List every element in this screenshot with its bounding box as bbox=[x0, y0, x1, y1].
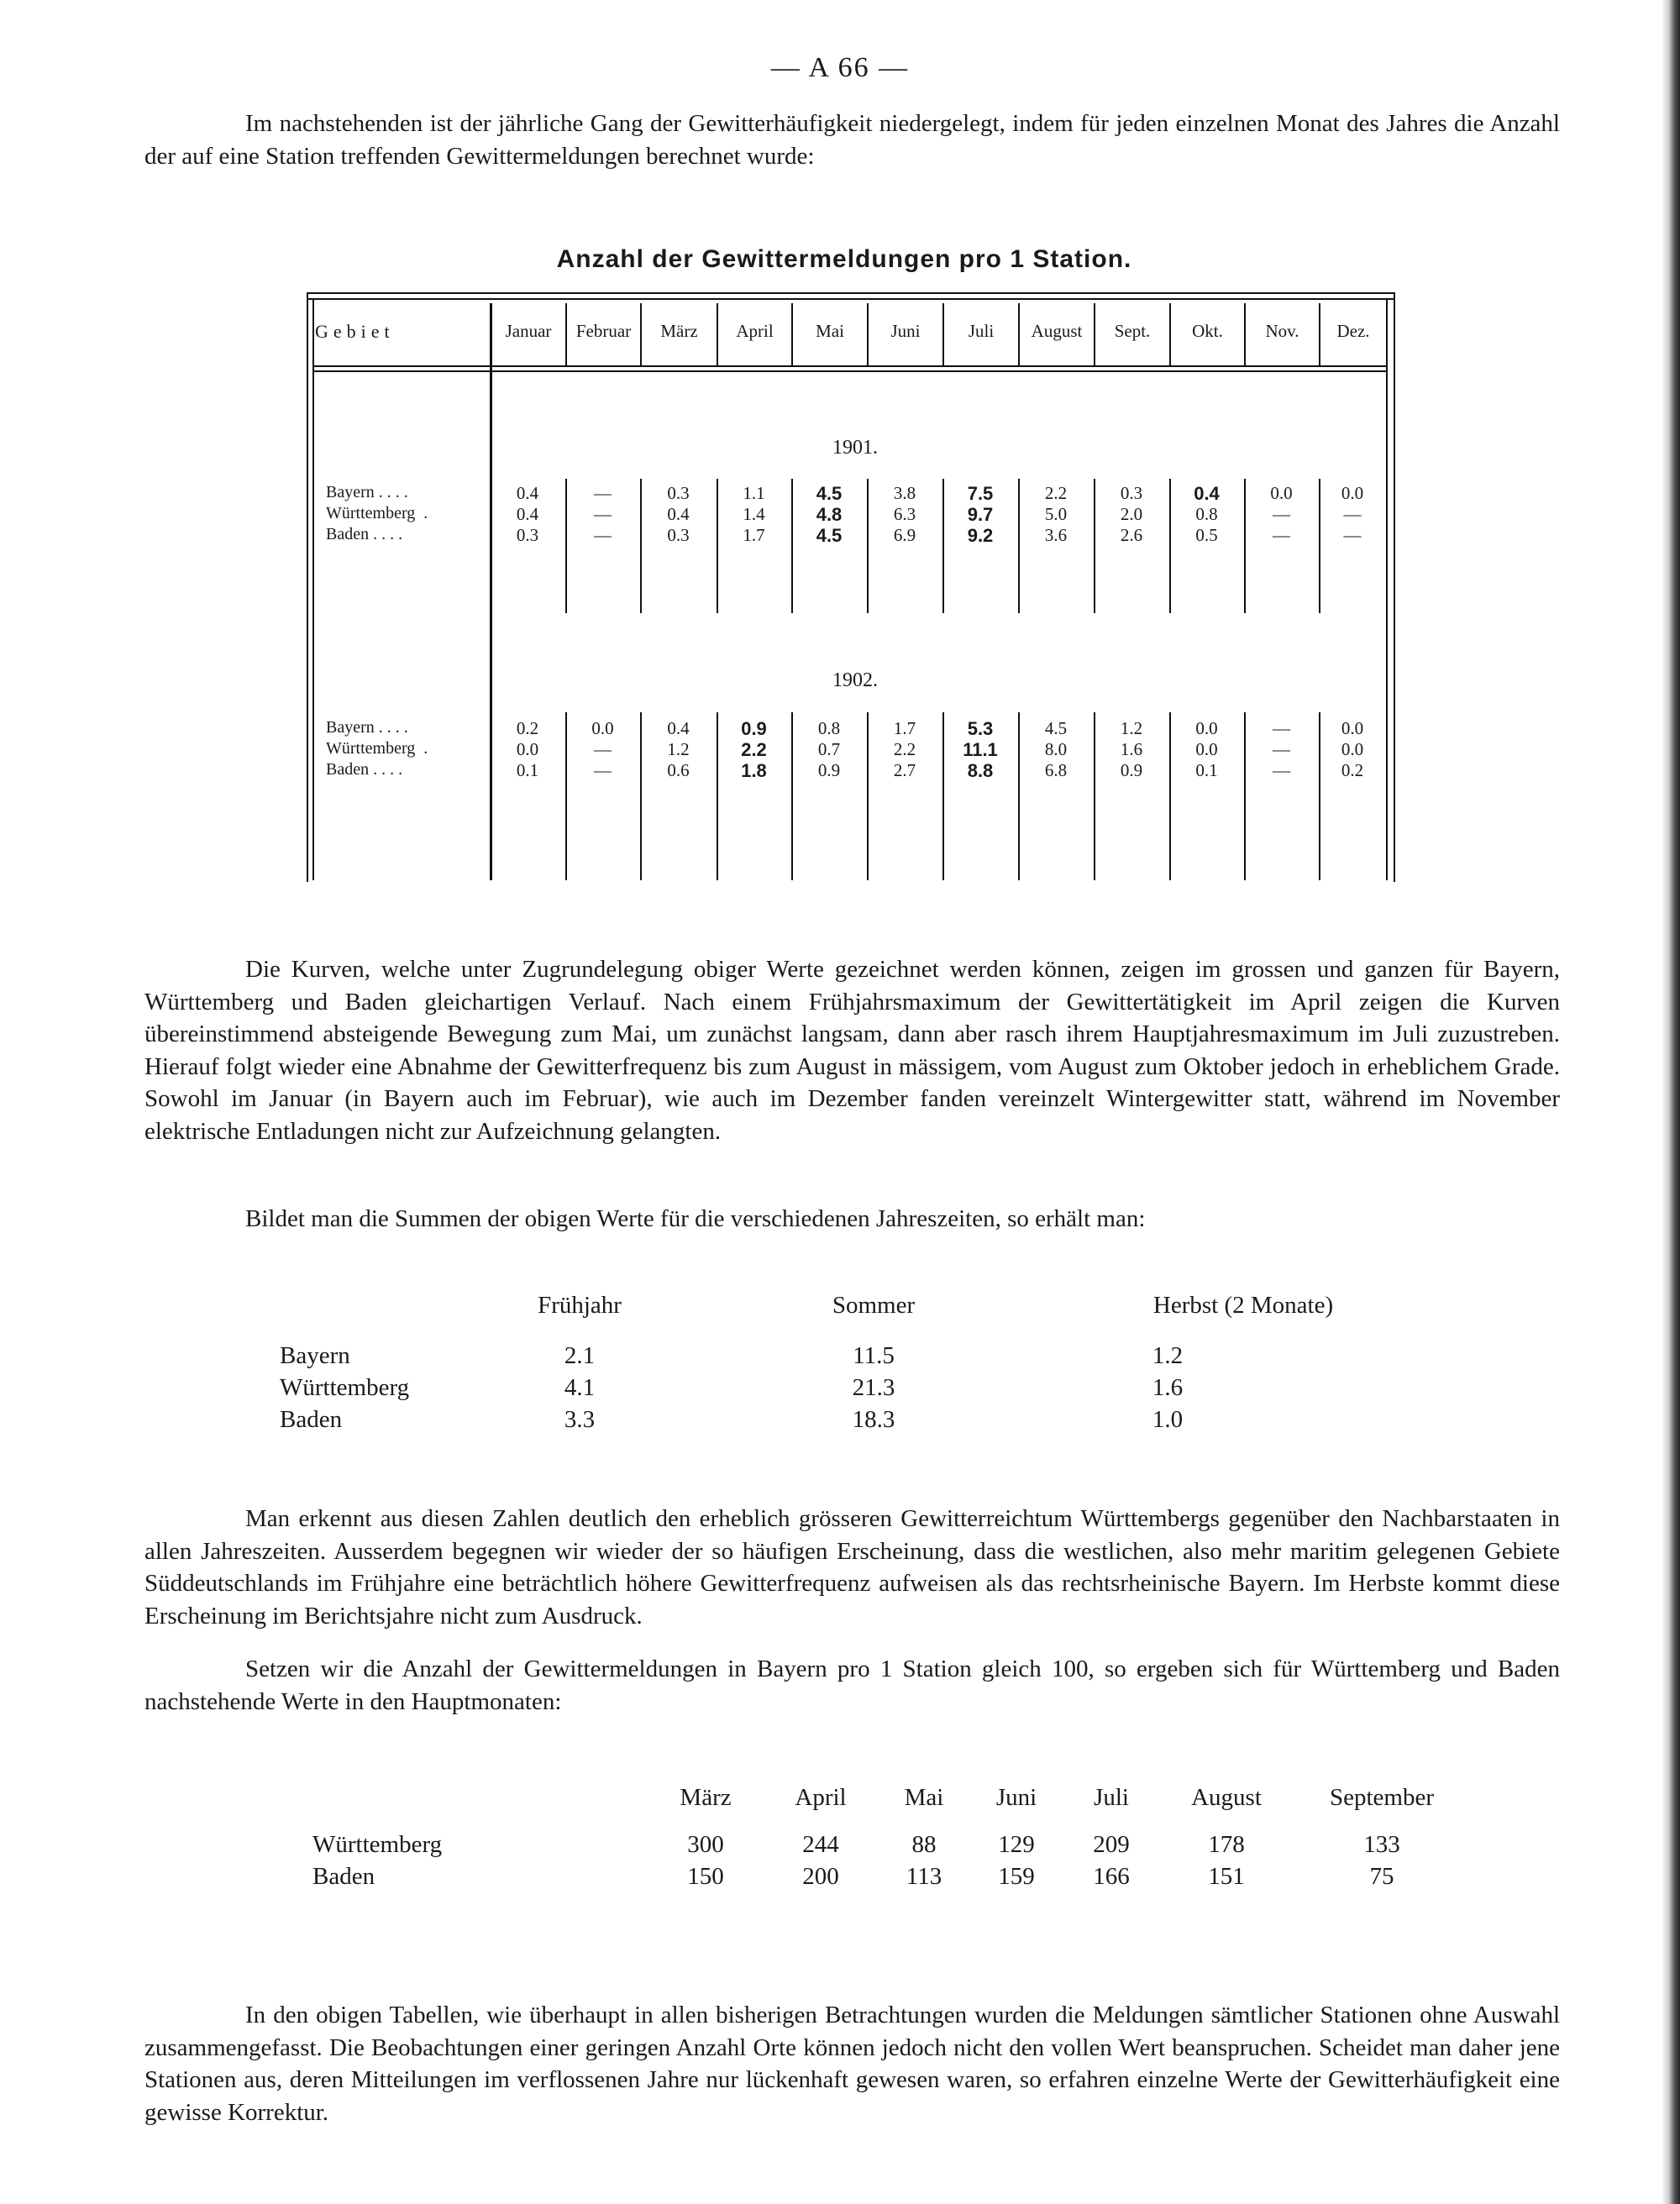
table-cell: — bbox=[1343, 504, 1362, 524]
index-month-header: Juli bbox=[1094, 1784, 1129, 1811]
header-fruehjahr: Frühjahr bbox=[538, 1292, 622, 1319]
table-cell: 0.4 bbox=[516, 483, 539, 503]
table-cell: 6.3 bbox=[893, 504, 916, 524]
index-value: 244 bbox=[802, 1831, 839, 1858]
season-value: 1.2 bbox=[1152, 1342, 1184, 1369]
index-value: 178 bbox=[1208, 1831, 1245, 1858]
index-month-header: August bbox=[1191, 1784, 1262, 1811]
table-cell: 4.8 bbox=[816, 504, 843, 525]
table-cell: 2.2 bbox=[741, 739, 767, 760]
table-cell: 2.0 bbox=[1120, 504, 1143, 524]
month-header: Februar bbox=[575, 321, 632, 341]
table-cell: 0.7 bbox=[817, 739, 841, 759]
table-cell: 1.2 bbox=[1120, 718, 1143, 738]
table-cell: 9.2 bbox=[967, 525, 994, 546]
table-cell: — bbox=[1273, 718, 1290, 738]
table-cell: 4.5 bbox=[1044, 718, 1068, 738]
season-value: 4.1 bbox=[564, 1374, 596, 1401]
table-cell: 0.9 bbox=[1120, 760, 1143, 780]
index-month-header: September bbox=[1329, 1784, 1434, 1811]
table-cell: 5.0 bbox=[1044, 504, 1068, 524]
season-row-label: Baden bbox=[280, 1406, 343, 1433]
table-title: Anzahl der Gewittermeldungen pro 1 Station. bbox=[556, 245, 1132, 273]
table-cell: 2.7 bbox=[893, 760, 916, 780]
season-value: 21.3 bbox=[852, 1374, 895, 1401]
table-cell: 0.2 bbox=[516, 718, 539, 738]
month-header: Januar bbox=[505, 321, 552, 341]
index-value: 159 bbox=[998, 1863, 1035, 1890]
year-label: 1901. bbox=[832, 437, 878, 459]
table-cell: 1.7 bbox=[743, 525, 765, 545]
table-cell: — bbox=[1273, 525, 1290, 545]
table-cell: 0.9 bbox=[741, 718, 767, 739]
seasons-intro-paragraph: Bildet man die Summen der obigen Werte für die verschiedenen Jahreszeiten, so erhält man: bbox=[245, 1205, 1146, 1232]
table-cell: — bbox=[1273, 760, 1290, 780]
month-header: Mai bbox=[816, 321, 844, 341]
table-cell: 2.2 bbox=[1044, 483, 1068, 503]
region-row-label: Baden . . . . bbox=[326, 525, 403, 543]
month-header: Okt. bbox=[1192, 321, 1223, 341]
table-cell: 0.0 bbox=[1341, 739, 1364, 759]
region-row-label: Württemberg . bbox=[326, 739, 428, 758]
table-cell: 1.2 bbox=[667, 739, 690, 759]
table-cell: — bbox=[1273, 504, 1290, 524]
year-label: 1902. bbox=[832, 669, 878, 691]
index-intro-paragraph: Setzen wir die Anzahl der Gewittermeldungen in Bayern pro 1 Station gleich 100, so ergeben sich für Württemberg und Baden nachstehende Werte in den Hauptmonaten: bbox=[144, 1656, 1560, 1715]
season-value: 3.3 bbox=[564, 1406, 596, 1433]
table-cell: 2.6 bbox=[1120, 525, 1143, 545]
index-value: 200 bbox=[802, 1863, 839, 1890]
month-header: März bbox=[660, 321, 698, 341]
table-cell: 0.0 bbox=[1341, 483, 1364, 503]
season-value: 11.5 bbox=[853, 1342, 895, 1369]
table-cell: — bbox=[1343, 525, 1362, 545]
table-cell: — bbox=[594, 739, 612, 759]
region-row-label: Bayern . . . . bbox=[326, 483, 408, 501]
index-value: 166 bbox=[1093, 1863, 1130, 1890]
table-cell: 4.5 bbox=[816, 483, 843, 504]
table-cell: 0.0 bbox=[516, 739, 539, 759]
index-value: 133 bbox=[1363, 1831, 1400, 1858]
month-header: August bbox=[1031, 321, 1083, 341]
index-value: 209 bbox=[1093, 1831, 1130, 1858]
table-cell: 9.7 bbox=[967, 504, 994, 525]
intro-paragraph: Im nachstehenden ist der jährliche Gang der Gewitterhäufigkeit niedergelegt, indem für jeden einzelnen Monat des Jahres die Anzahl der auf eine Station treffenden Gewittermeldungen berechnet wurde: bbox=[144, 110, 1560, 170]
season-value: 1.0 bbox=[1152, 1406, 1184, 1433]
table-cell: 1.8 bbox=[741, 760, 767, 781]
table-cell: 1.4 bbox=[743, 504, 765, 524]
index-month-header: März bbox=[680, 1784, 732, 1811]
region-row-label: Bayern . . . . bbox=[326, 718, 408, 737]
region-column-header: Gebiet bbox=[315, 321, 395, 342]
table-cell: — bbox=[594, 504, 612, 524]
table-cell: 0.6 bbox=[667, 760, 690, 780]
curves-paragraph: Die Kurven, welche unter Zugrundelegung obiger Werte gezeichnet werden können, zeigen im grossen und ganzen für Bayern, Württemberg und Baden gleichartigen Verlauf. Nach einem Frühjahrsmaximum der Gewittertätigkeit im April zeigen die Kurven übereinstimmend absteigende Bewegung zum Mai, um zunächst langsam, dann aber rasch ihrem Hauptjahresmaximum im Juli zuzustreben. Hierauf folgt wieder eine Abnahme der Gewitterfrequenz bis zum August in mässigem, vom August zum Oktober jedoch in erheblichem Grade. Sowohl im Januar (in Bayern auch im Februar), wie auch im Dezember fanden vereinzelt Wintergewitter statt, während im November elektrische Entladungen nicht zur Aufzeichnung gelangten. bbox=[144, 956, 1560, 1145]
closing-paragraph: In den obigen Tabellen, wie überhaupt in allen bisherigen Betrachtungen wurden die Meldungen sämtlicher Stationen ohne Auswahl zusammengefasst. Die Beobachtungen einer geringen Anzahl Orte können jedoch nicht den vollen Wert beanspruchen. Scheidet man daher jene Stationen aus, deren Mitteilungen im verflossenen Jahre nur lückenhaft gewesen waren, so erfahren einzelne Werte der Gewitterhäufigkeit eine gewisse Korrektur. bbox=[144, 2002, 1560, 2126]
table-cell: 0.0 bbox=[1195, 718, 1218, 738]
table-cell: 8.0 bbox=[1044, 739, 1068, 759]
table-cell: 0.8 bbox=[1195, 504, 1218, 524]
table-cell: 7.5 bbox=[967, 483, 994, 504]
table-cell: 0.9 bbox=[817, 760, 841, 780]
table-cell: 0.0 bbox=[1195, 739, 1218, 759]
season-row-label: Württemberg bbox=[280, 1374, 410, 1401]
month-header: Sept. bbox=[1114, 321, 1151, 341]
table-cell: 3.8 bbox=[893, 483, 916, 503]
comparison-paragraph: Man erkennt aus diesen Zahlen deutlich den erheblich grösseren Gewitterreichtum Württembergs gegenüber den Nachbarstaaten in allen Jahreszeiten. Ausserdem begegnen wir wieder der so häufigen Erscheinung, dass die westlichen, also mehr maritim gelegenen Gebiete Süddeutschlands im Frühjahre eine beträchtlich höhere Gewitterfrequenz aufweisen als das rechtsrheinische Bayern. Im Herbste kommt diese Erscheinung im Berichtsjahre nicht zum Ausdruck. bbox=[144, 1505, 1560, 1629]
table-cell: — bbox=[594, 525, 612, 545]
table-cell: 1.1 bbox=[743, 483, 765, 503]
month-header: Juli bbox=[968, 321, 995, 341]
index-value: 300 bbox=[687, 1831, 724, 1858]
table-cell: 0.4 bbox=[667, 504, 690, 524]
season-value: 18.3 bbox=[852, 1406, 895, 1433]
table-cell: — bbox=[594, 483, 612, 503]
table-cell: 5.3 bbox=[967, 718, 994, 739]
table-cell: — bbox=[594, 760, 612, 780]
table-cell: 4.5 bbox=[816, 525, 843, 546]
index-value: 113 bbox=[906, 1863, 942, 1890]
season-row-label: Bayern bbox=[280, 1342, 350, 1369]
index-row-label: Württemberg bbox=[312, 1831, 443, 1858]
region-row-label: Baden . . . . bbox=[326, 760, 403, 779]
index-value: 129 bbox=[998, 1831, 1035, 1858]
table-cell: 1.6 bbox=[1120, 739, 1143, 759]
month-header: April bbox=[736, 321, 774, 341]
table-cell: 2.2 bbox=[893, 739, 916, 759]
table-cell: 0.0 bbox=[1341, 718, 1364, 738]
table-cell: 0.3 bbox=[667, 483, 690, 503]
month-header: Dez. bbox=[1336, 321, 1370, 341]
table-cell: 0.3 bbox=[516, 525, 539, 545]
page-number: — A 66 — bbox=[770, 52, 910, 83]
month-header: Nov. bbox=[1265, 321, 1299, 341]
season-value: 2.1 bbox=[564, 1342, 596, 1369]
table-cell: 6.9 bbox=[893, 525, 916, 545]
table-cell: 0.5 bbox=[1195, 525, 1218, 545]
index-value: 75 bbox=[1369, 1863, 1394, 1890]
index-month-header: April bbox=[795, 1784, 847, 1811]
region-row-label: Württemberg . bbox=[326, 504, 428, 522]
table-cell: 1.7 bbox=[893, 718, 916, 738]
index-month-header: Mai bbox=[904, 1784, 944, 1811]
table-cell: 0.3 bbox=[1120, 483, 1143, 503]
table-cell: 0.2 bbox=[1341, 760, 1364, 780]
table-cell: 0.8 bbox=[817, 718, 841, 738]
table-cell: 0.3 bbox=[667, 525, 690, 545]
index-value: 151 bbox=[1208, 1863, 1245, 1890]
scan-edge bbox=[1662, 0, 1680, 2204]
index-value: 88 bbox=[911, 1831, 937, 1858]
table-cell: 0.4 bbox=[1194, 483, 1220, 504]
table-cell: 11.1 bbox=[963, 739, 998, 760]
table-cell: 0.4 bbox=[516, 504, 539, 524]
table-cell: — bbox=[1273, 739, 1290, 759]
season-value: 1.6 bbox=[1152, 1374, 1184, 1401]
table-cell: 0.0 bbox=[1270, 483, 1293, 503]
month-header: Juni bbox=[890, 321, 921, 341]
table-cell: 0.1 bbox=[516, 760, 539, 780]
table-cell: 3.6 bbox=[1044, 525, 1068, 545]
header-sommer: Sommer bbox=[832, 1292, 916, 1319]
index-value: 150 bbox=[687, 1863, 724, 1890]
table-cell: 6.8 bbox=[1044, 760, 1068, 780]
index-row-label: Baden bbox=[312, 1863, 375, 1890]
index-month-header: Juni bbox=[995, 1784, 1037, 1811]
table-cell: 0.4 bbox=[667, 718, 690, 738]
header-herbst: Herbst (2 Monate) bbox=[1152, 1292, 1334, 1319]
table-cell: 8.8 bbox=[967, 760, 994, 781]
table-cell: 0.1 bbox=[1195, 760, 1218, 780]
table-cell: 0.0 bbox=[591, 718, 614, 738]
